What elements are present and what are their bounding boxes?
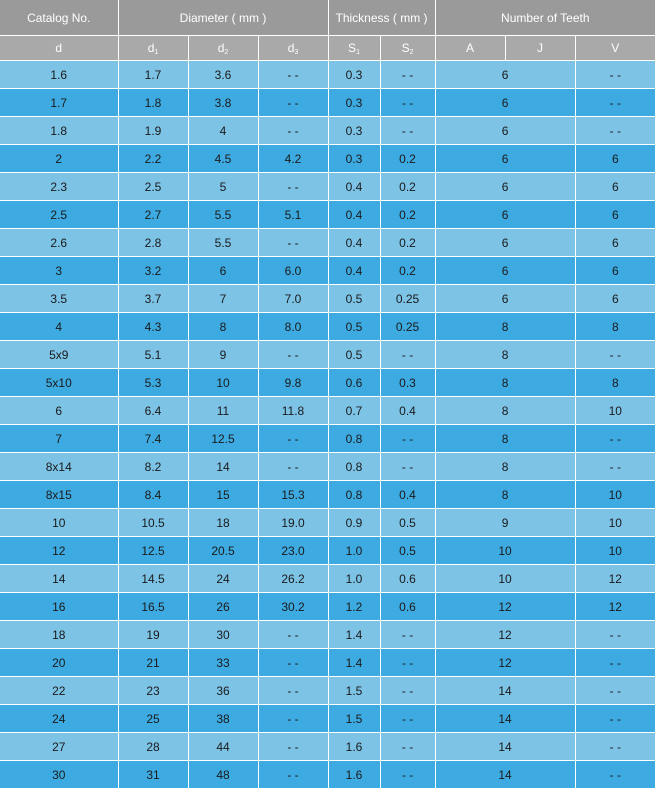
cell-d3: - - xyxy=(258,761,328,789)
table-row xyxy=(0,537,655,565)
cell-d3: - - xyxy=(258,173,328,201)
cell-d3: - - xyxy=(258,733,328,761)
subheader-s2-sub: 2 xyxy=(409,48,414,56)
table-row xyxy=(0,61,655,89)
cell-s2: - - xyxy=(380,453,435,481)
cell-teeth-v: 6 xyxy=(575,285,655,313)
cell-d2: 4.5 xyxy=(188,145,258,173)
subheader-d3-sub: 3 xyxy=(294,48,299,56)
cell-catalog-no: 2 xyxy=(0,145,118,173)
cell-d3: 6.0 xyxy=(258,257,328,285)
cell-teeth-v: - - xyxy=(575,621,655,649)
table-row xyxy=(0,453,655,481)
table-row xyxy=(0,369,655,397)
cell-catalog-no: 2.5 xyxy=(0,201,118,229)
cell-catalog-no: 10 xyxy=(0,509,118,537)
cell-d3: - - xyxy=(258,425,328,453)
cell-d1: 8.4 xyxy=(118,481,188,509)
cell-s2: 0.4 xyxy=(380,397,435,425)
cell-teeth-a-j: 8 xyxy=(435,481,575,509)
cell-teeth-v: - - xyxy=(575,761,655,789)
subheader-s2-label: S xyxy=(401,40,410,55)
cell-catalog-no: 8x15 xyxy=(0,481,118,509)
cell-s1: 1.6 xyxy=(328,761,380,789)
cell-d2: 3.8 xyxy=(188,89,258,117)
cell-teeth-a-j: 6 xyxy=(435,201,575,229)
cell-teeth-v: - - xyxy=(575,425,655,453)
cell-s2: - - xyxy=(380,425,435,453)
table-row xyxy=(0,733,655,761)
cell-s1: 1.0 xyxy=(328,537,380,565)
cell-s2: 0.2 xyxy=(380,257,435,285)
cell-d2: 3.6 xyxy=(188,61,258,89)
cell-d2: 6 xyxy=(188,257,258,285)
cell-catalog-no: 1.6 xyxy=(0,61,118,89)
subheader-s1-label: S xyxy=(348,40,357,55)
cell-s1: 1.2 xyxy=(328,593,380,621)
table-row xyxy=(0,677,655,705)
cell-s2: 0.3 xyxy=(380,369,435,397)
cell-d2: 11 xyxy=(188,397,258,425)
cell-d1: 2.8 xyxy=(118,229,188,257)
cell-teeth-v: 6 xyxy=(575,145,655,173)
cell-d3: 4.2 xyxy=(258,145,328,173)
cell-d2: 8 xyxy=(188,313,258,341)
cell-d3: 23.0 xyxy=(258,537,328,565)
cell-teeth-a-j: 12 xyxy=(435,593,575,621)
table-row xyxy=(0,173,655,201)
cell-s1: 0.3 xyxy=(328,145,380,173)
table-row xyxy=(0,565,655,593)
cell-teeth-v: 12 xyxy=(575,593,655,621)
cell-s1: 1.6 xyxy=(328,733,380,761)
cell-s1: 1.5 xyxy=(328,677,380,705)
cell-teeth-a-j: 6 xyxy=(435,229,575,257)
cell-s2: - - xyxy=(380,733,435,761)
cell-catalog-no: 2.3 xyxy=(0,173,118,201)
cell-d1: 19 xyxy=(118,621,188,649)
cell-teeth-a-j: 8 xyxy=(435,369,575,397)
cell-s2: 0.4 xyxy=(380,481,435,509)
cell-s1: 0.6 xyxy=(328,369,380,397)
cell-d2: 36 xyxy=(188,677,258,705)
cell-teeth-v: - - xyxy=(575,61,655,89)
cell-s2: 0.25 xyxy=(380,313,435,341)
header-row-sub xyxy=(0,36,655,61)
cell-d2: 14 xyxy=(188,453,258,481)
cell-catalog-no: 30 xyxy=(0,761,118,789)
cell-s1: 0.9 xyxy=(328,509,380,537)
cell-teeth-a-j: 8 xyxy=(435,397,575,425)
cell-d2: 24 xyxy=(188,565,258,593)
cell-s2: 0.2 xyxy=(380,229,435,257)
cell-teeth-v: - - xyxy=(575,117,655,145)
cell-d1: 3.7 xyxy=(118,285,188,313)
cell-teeth-v: 10 xyxy=(575,397,655,425)
subheader-v: V xyxy=(575,36,655,61)
cell-d1: 31 xyxy=(118,761,188,789)
cell-s1: 1.4 xyxy=(328,621,380,649)
table-row xyxy=(0,593,655,621)
cell-s2: 0.5 xyxy=(380,537,435,565)
cell-d2: 44 xyxy=(188,733,258,761)
cell-s1: 0.5 xyxy=(328,313,380,341)
cell-s2: - - xyxy=(380,677,435,705)
cell-d1: 2.2 xyxy=(118,145,188,173)
cell-catalog-no: 24 xyxy=(0,705,118,733)
cell-d2: 48 xyxy=(188,761,258,789)
cell-catalog-no: 27 xyxy=(0,733,118,761)
cell-s2: - - xyxy=(380,117,435,145)
cell-s1: 0.5 xyxy=(328,341,380,369)
cell-d1: 4.3 xyxy=(118,313,188,341)
cell-d3: - - xyxy=(258,649,328,677)
cell-d1: 6.4 xyxy=(118,397,188,425)
cell-s1: 1.0 xyxy=(328,565,380,593)
cell-catalog-no: 14 xyxy=(0,565,118,593)
cell-s1: 0.5 xyxy=(328,285,380,313)
cell-s2: - - xyxy=(380,649,435,677)
cell-d3: 30.2 xyxy=(258,593,328,621)
subheader-d1-label: d xyxy=(147,40,155,55)
cell-teeth-v: - - xyxy=(575,677,655,705)
cell-s2: 0.5 xyxy=(380,509,435,537)
cell-catalog-no: 22 xyxy=(0,677,118,705)
cell-d1: 16.5 xyxy=(118,593,188,621)
cell-s2: 0.25 xyxy=(380,285,435,313)
header-row-main xyxy=(0,0,655,36)
cell-d3: - - xyxy=(258,621,328,649)
cell-d2: 9 xyxy=(188,341,258,369)
table-body xyxy=(0,61,655,789)
cell-d2: 30 xyxy=(188,621,258,649)
table-row xyxy=(0,117,655,145)
cell-d2: 20.5 xyxy=(188,537,258,565)
cell-d1: 8.2 xyxy=(118,453,188,481)
header-number-of-teeth: Number of Teeth xyxy=(435,0,655,36)
table-row xyxy=(0,761,655,789)
cell-d3: - - xyxy=(258,61,328,89)
table-row xyxy=(0,481,655,509)
table-row xyxy=(0,229,655,257)
cell-d2: 12.5 xyxy=(188,425,258,453)
subheader-d1 xyxy=(118,36,188,61)
cell-teeth-a-j: 6 xyxy=(435,89,575,117)
cell-s2: 0.2 xyxy=(380,173,435,201)
header-diameter: Diameter ( mm ) xyxy=(118,0,328,36)
table-row xyxy=(0,425,655,453)
header-catalog-no: Catalog No. xyxy=(0,0,118,36)
cell-d1: 21 xyxy=(118,649,188,677)
table-row xyxy=(0,145,655,173)
cell-s2: - - xyxy=(380,761,435,789)
cell-catalog-no: 3 xyxy=(0,257,118,285)
subheader-s1-sub: 1 xyxy=(356,48,360,56)
table-row xyxy=(0,313,655,341)
cell-teeth-a-j: 14 xyxy=(435,677,575,705)
cell-catalog-no: 4 xyxy=(0,313,118,341)
table-row xyxy=(0,257,655,285)
cell-catalog-no: 6 xyxy=(0,397,118,425)
cell-d2: 5.5 xyxy=(188,201,258,229)
cell-teeth-a-j: 8 xyxy=(435,313,575,341)
cell-d3: - - xyxy=(258,89,328,117)
cell-s1: 0.7 xyxy=(328,397,380,425)
cell-teeth-v: 6 xyxy=(575,201,655,229)
subheader-d2-label: d xyxy=(217,40,225,55)
cell-s1: 0.3 xyxy=(328,89,380,117)
subheader-d-label: d xyxy=(55,41,63,55)
cell-d1: 2.5 xyxy=(118,173,188,201)
cell-d1: 5.3 xyxy=(118,369,188,397)
subheader-d1-sub: 1 xyxy=(154,48,159,56)
subheader-d2-sub: 2 xyxy=(224,48,229,56)
table-row xyxy=(0,509,655,537)
cell-catalog-no: 16 xyxy=(0,593,118,621)
cell-d3: 11.8 xyxy=(258,397,328,425)
cell-s1: 0.8 xyxy=(328,453,380,481)
cell-s1: 0.8 xyxy=(328,425,380,453)
cell-s1: 0.4 xyxy=(328,229,380,257)
cell-d2: 5.5 xyxy=(188,229,258,257)
table-row xyxy=(0,397,655,425)
cell-teeth-a-j: 6 xyxy=(435,173,575,201)
cell-d2: 4 xyxy=(188,117,258,145)
cell-teeth-a-j: 10 xyxy=(435,565,575,593)
header-thickness: Thickness ( mm ) xyxy=(328,0,435,36)
subheader-d2 xyxy=(188,36,258,61)
cell-teeth-v: 6 xyxy=(575,257,655,285)
cell-catalog-no: 1.8 xyxy=(0,117,118,145)
subheader-d3 xyxy=(258,36,328,61)
cell-teeth-a-j: 8 xyxy=(435,425,575,453)
cell-teeth-v: 8 xyxy=(575,369,655,397)
subheader-d3-label: d xyxy=(287,40,295,55)
cell-teeth-a-j: 14 xyxy=(435,705,575,733)
cell-teeth-v: 6 xyxy=(575,229,655,257)
cell-catalog-no: 20 xyxy=(0,649,118,677)
cell-d1: 7.4 xyxy=(118,425,188,453)
table-row xyxy=(0,621,655,649)
cell-s1: 0.4 xyxy=(328,173,380,201)
cell-teeth-a-j: 14 xyxy=(435,761,575,789)
cell-catalog-no: 2.6 xyxy=(0,229,118,257)
subheader-s1 xyxy=(328,36,380,61)
table-row xyxy=(0,201,655,229)
cell-s1: 0.4 xyxy=(328,257,380,285)
cell-d3: - - xyxy=(258,341,328,369)
cell-teeth-a-j: 6 xyxy=(435,145,575,173)
table-row xyxy=(0,705,655,733)
cell-teeth-a-j: 6 xyxy=(435,61,575,89)
cell-d1: 12.5 xyxy=(118,537,188,565)
cell-teeth-v: - - xyxy=(575,705,655,733)
cell-catalog-no: 8x14 xyxy=(0,453,118,481)
cell-teeth-v: - - xyxy=(575,733,655,761)
cell-s2: 0.6 xyxy=(380,565,435,593)
table-header xyxy=(0,0,655,61)
cell-d1: 23 xyxy=(118,677,188,705)
cell-teeth-a-j: 14 xyxy=(435,733,575,761)
cell-teeth-v: - - xyxy=(575,341,655,369)
cell-teeth-a-j: 12 xyxy=(435,621,575,649)
table-row xyxy=(0,89,655,117)
cell-teeth-v: - - xyxy=(575,453,655,481)
cell-d3: - - xyxy=(258,117,328,145)
cell-s1: 0.3 xyxy=(328,61,380,89)
cell-teeth-v: 12 xyxy=(575,565,655,593)
cell-d3: - - xyxy=(258,229,328,257)
cell-d1: 2.7 xyxy=(118,201,188,229)
table-row xyxy=(0,341,655,369)
cell-s2: 0.6 xyxy=(380,593,435,621)
cell-s2: - - xyxy=(380,89,435,117)
cell-d2: 26 xyxy=(188,593,258,621)
subheader-s2 xyxy=(380,36,435,61)
cell-d2: 38 xyxy=(188,705,258,733)
table-row xyxy=(0,285,655,313)
cell-s1: 0.4 xyxy=(328,201,380,229)
subheader-a: A xyxy=(435,36,505,61)
cell-d1: 28 xyxy=(118,733,188,761)
cell-d1: 5.1 xyxy=(118,341,188,369)
cell-teeth-a-j: 12 xyxy=(435,649,575,677)
cell-d3: 9.8 xyxy=(258,369,328,397)
cell-teeth-v: 10 xyxy=(575,509,655,537)
cell-d2: 10 xyxy=(188,369,258,397)
cell-teeth-a-j: 6 xyxy=(435,117,575,145)
cell-catalog-no: 5x10 xyxy=(0,369,118,397)
cell-teeth-v: 10 xyxy=(575,481,655,509)
cell-teeth-a-j: 10 xyxy=(435,537,575,565)
cell-catalog-no: 12 xyxy=(0,537,118,565)
cell-d2: 7 xyxy=(188,285,258,313)
cell-d2: 18 xyxy=(188,509,258,537)
cell-s1: 1.4 xyxy=(328,649,380,677)
cell-catalog-no: 5x9 xyxy=(0,341,118,369)
cell-d3: 8.0 xyxy=(258,313,328,341)
cell-s2: 0.2 xyxy=(380,201,435,229)
cell-d3: 5.1 xyxy=(258,201,328,229)
subheader-j: J xyxy=(505,36,575,61)
cell-d2: 5 xyxy=(188,173,258,201)
cell-teeth-v: - - xyxy=(575,649,655,677)
cell-s2: - - xyxy=(380,621,435,649)
subheader-d xyxy=(0,36,118,61)
cell-s1: 0.3 xyxy=(328,117,380,145)
cell-d3: 26.2 xyxy=(258,565,328,593)
cell-d1: 1.9 xyxy=(118,117,188,145)
cell-d3: - - xyxy=(258,453,328,481)
cell-teeth-a-j: 9 xyxy=(435,509,575,537)
cell-d2: 15 xyxy=(188,481,258,509)
cell-s2: - - xyxy=(380,341,435,369)
cell-catalog-no: 18 xyxy=(0,621,118,649)
cell-teeth-v: - - xyxy=(575,89,655,117)
cell-d1: 3.2 xyxy=(118,257,188,285)
cell-teeth-v: 8 xyxy=(575,313,655,341)
cell-teeth-a-j: 6 xyxy=(435,257,575,285)
cell-s2: - - xyxy=(380,61,435,89)
cell-d3: - - xyxy=(258,705,328,733)
cell-d3: 19.0 xyxy=(258,509,328,537)
cell-s1: 0.8 xyxy=(328,481,380,509)
cell-teeth-a-j: 8 xyxy=(435,453,575,481)
cell-catalog-no: 7 xyxy=(0,425,118,453)
table-row xyxy=(0,649,655,677)
cell-s2: 0.2 xyxy=(380,145,435,173)
cell-teeth-a-j: 6 xyxy=(435,285,575,313)
cell-catalog-no: 3.5 xyxy=(0,285,118,313)
cell-d3: 7.0 xyxy=(258,285,328,313)
cell-d1: 1.7 xyxy=(118,61,188,89)
cell-teeth-v: 6 xyxy=(575,173,655,201)
cell-d3: 15.3 xyxy=(258,481,328,509)
cell-d3: - - xyxy=(258,677,328,705)
cell-s1: 1.5 xyxy=(328,705,380,733)
cell-d2: 33 xyxy=(188,649,258,677)
cell-teeth-v: 10 xyxy=(575,537,655,565)
cell-s2: - - xyxy=(380,705,435,733)
cell-d1: 10.5 xyxy=(118,509,188,537)
cell-catalog-no: 1.7 xyxy=(0,89,118,117)
cell-d1: 14.5 xyxy=(118,565,188,593)
cell-d1: 25 xyxy=(118,705,188,733)
cell-d1: 1.8 xyxy=(118,89,188,117)
cell-teeth-a-j: 8 xyxy=(435,341,575,369)
